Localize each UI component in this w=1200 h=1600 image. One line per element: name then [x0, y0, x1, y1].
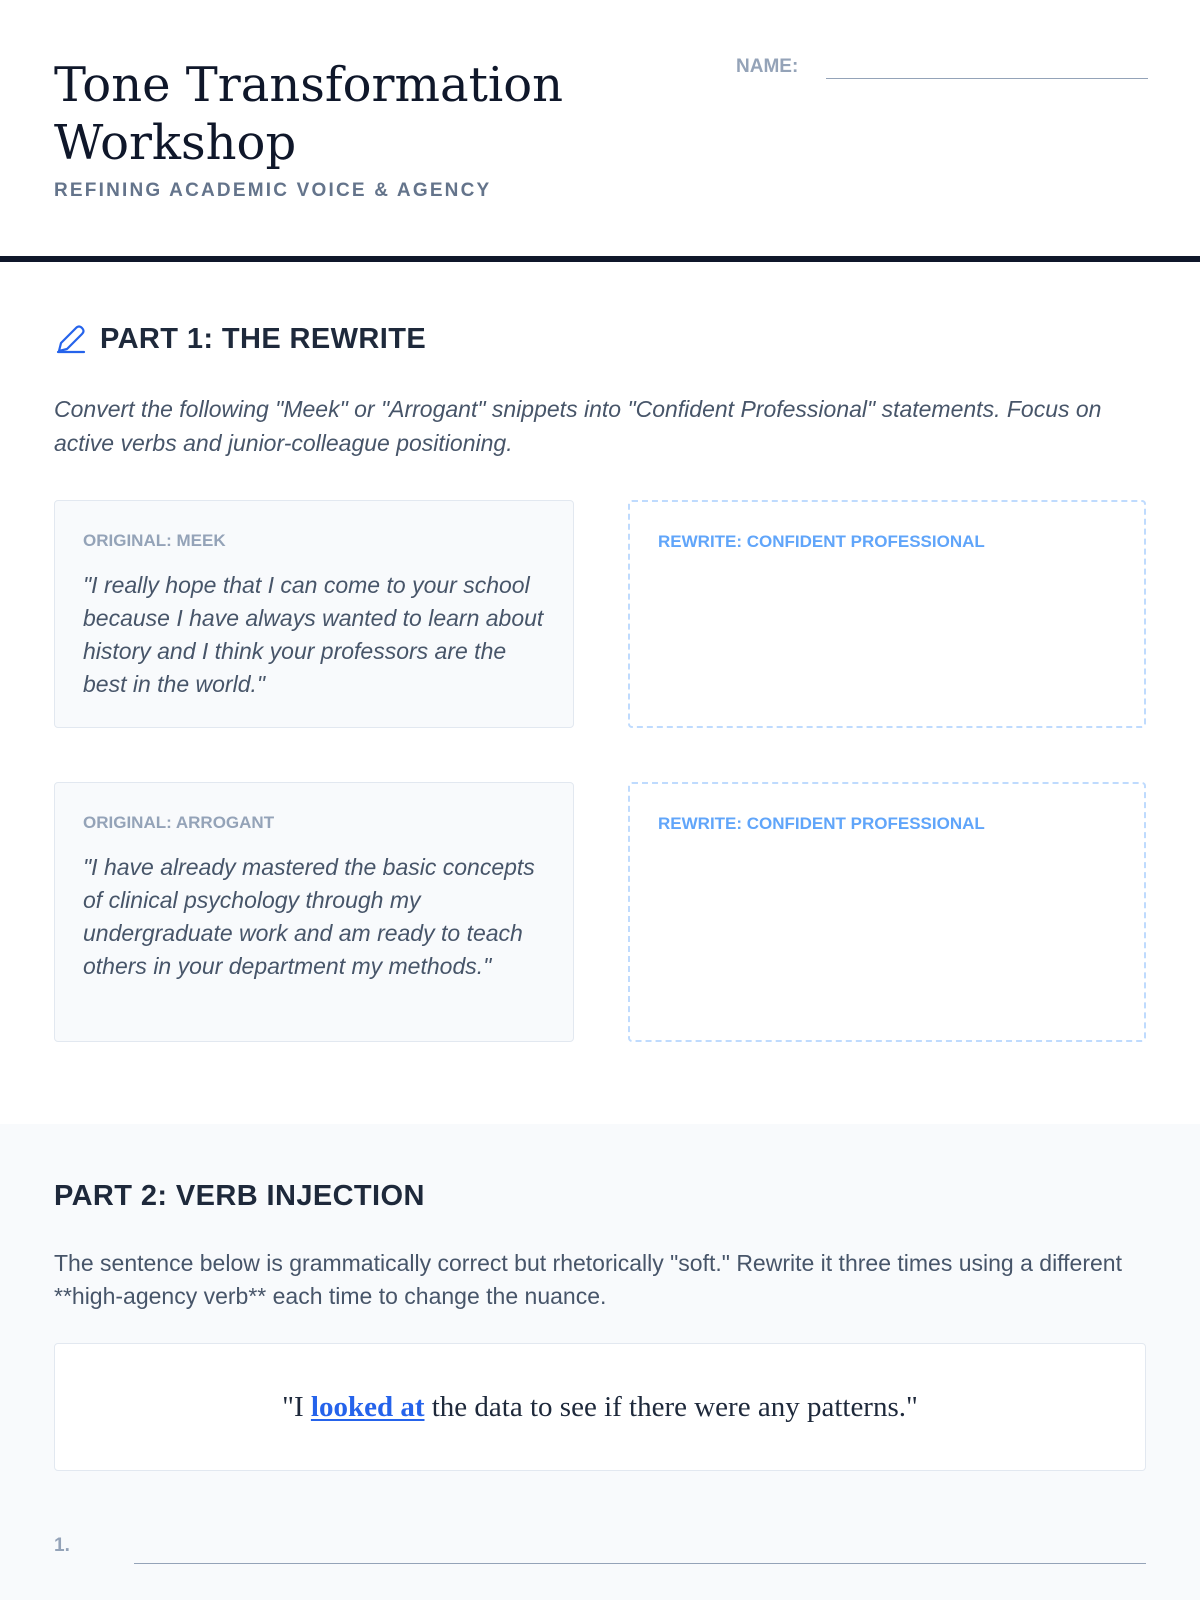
original-card-arrogant [54, 782, 574, 1042]
highlighted-verb: looked at [310, 1390, 425, 1423]
rewrite-row [54, 500, 1146, 728]
original-quote: "I have already mastered the basic concepts of clinical psychology through my undergraduate work and am ready to teach others in your department my methods." [83, 854, 535, 979]
name-input-line[interactable] [826, 78, 1148, 79]
part-1-heading-text: PART 1: THE REWRITE [100, 322, 427, 355]
pen-icon [54, 322, 88, 356]
part-2-heading: PART 2: VERB INJECTION [54, 1180, 425, 1212]
rewrite-label: REWRITE: CONFIDENT PROFESSIONAL [658, 532, 985, 551]
name-field[interactable] [736, 56, 1148, 86]
rewrite-label: REWRITE: CONFIDENT PROFESSIONAL [658, 814, 985, 833]
title-line-2: Workshop [54, 115, 297, 171]
part-1-heading [54, 322, 1146, 356]
rewrite-row [54, 782, 1146, 1042]
name-label: NAME: [736, 56, 799, 77]
part-2-section [0, 1124, 1200, 1600]
original-card-meek [54, 500, 574, 728]
original-label: ORIGINAL: ARROGANT [83, 813, 275, 832]
sentence-before: "I [282, 1390, 311, 1423]
answer-rule[interactable] [134, 1563, 1146, 1564]
part-2-instructions: The sentence below is grammatically correct but rhetorically "soft." Rewrite it three times using a different **high-agency verb** each time to change the nuance. [54, 1250, 1122, 1309]
worksheet-title [54, 56, 614, 172]
sentence-after: the data to see if there were any patterns." [424, 1390, 918, 1423]
answer-number: 1. [54, 1535, 70, 1556]
example-sentence-box [54, 1343, 1146, 1471]
rewrite-answer-box[interactable] [628, 782, 1146, 1042]
part-1-instructions: Convert the following "Meek" or "Arrogant" snippets into "Confident Professional" statements. Focus on active verbs and junior-colleague positioning. [54, 396, 1102, 456]
worksheet-subtitle: REFINING ACADEMIC VOICE & AGENCY [54, 180, 492, 201]
answer-line[interactable] [54, 1527, 1146, 1567]
original-label: ORIGINAL: MEEK [83, 531, 226, 550]
worksheet-header [0, 0, 1200, 262]
original-quote: "I really hope that I can come to your school because I have always wanted to learn about history and I think your professors are the best in the world." [83, 572, 544, 697]
rewrite-answer-box[interactable] [628, 500, 1146, 728]
part-1-section [0, 262, 1200, 1124]
title-line-1: Tone Transformation [54, 57, 564, 113]
